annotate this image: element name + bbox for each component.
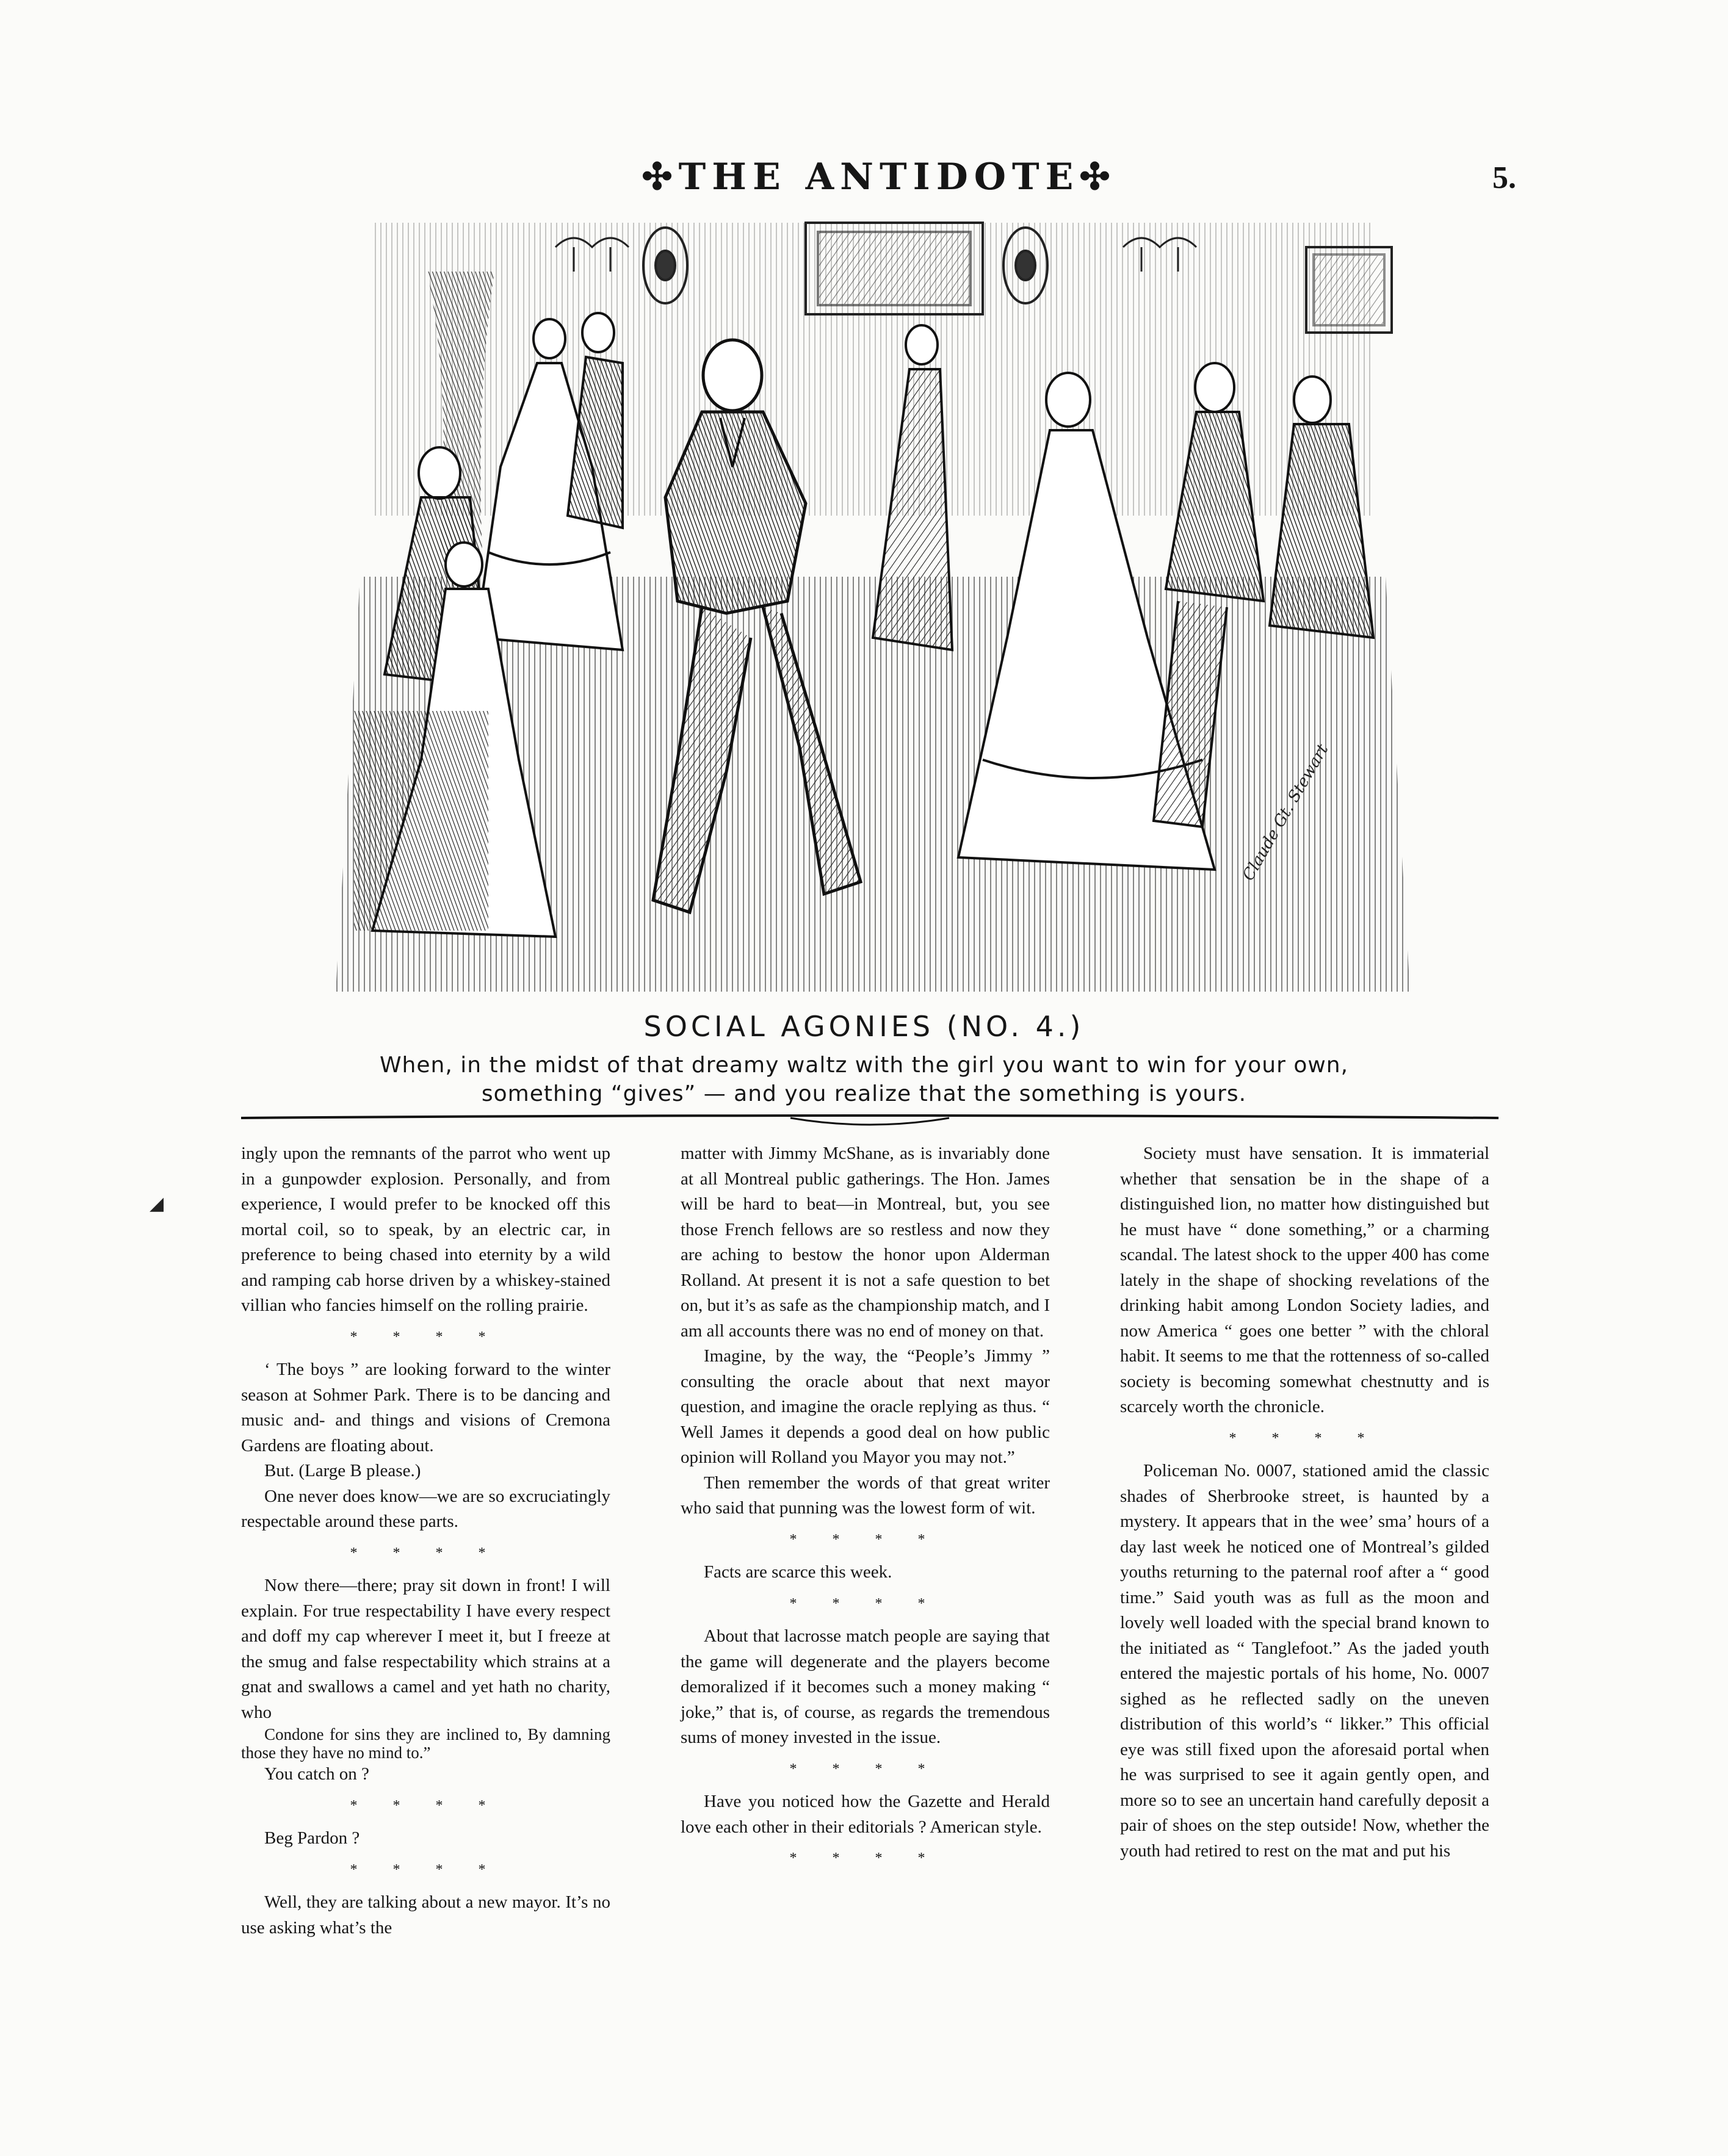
caption-line-2: something “gives” — and you realize that the something is yours.: [481, 1081, 1247, 1106]
paragraph: ingly upon the remnants of the parrot who went up in a gunpowder explosion. Personally, and from experience, I would prefer to be knocked off this mortal coil, so to speak, by an electric car, in preference to being chased into eternity by a wild and ramping cab horse driven by a whiskey-stained villian who fancies himself on the rolling prairie.: [241, 1144, 610, 1315]
paragraph: Imagine, by the way, the “People’s Jimmy ” consulting the oracle about that next mayor question, and imagine the oracle replying as thus. “ Well James it depends a good deal on how public opinion will Rolland you Mayor you may not.”: [681, 1346, 1050, 1467]
paragraph: But. (Large B please.): [264, 1461, 421, 1480]
section-separator: * * * *: [1229, 1430, 1381, 1446]
paragraph: Society must have sensation. It is immaterial whether that sensation be in the shape of a distinguished lion, no matter how distinguished but he must have “ done something,” or a charming scandal. The latest shock to the upper 400 has come lately in the shape of shocking revelations of the drinking habit among London Society ladies, and now America “ goes one better ” with the chloral habit. It seems to me that the rottenness of so-called society is becoming somewhat chestnutty and is scarcely worth the chronicle.: [1120, 1144, 1489, 1416]
paragraph: Facts are scarce this week.: [704, 1562, 892, 1582]
section-separator: * * * *: [350, 1861, 502, 1878]
section-separator: * * * *: [789, 1761, 941, 1777]
paragraph: Policeman No. 0007, stationed amid the classic shades of Sherbrooke street, is haunted by a mystery. It appears that in the wee’ sma’ hours of a day last week he noticed one of Montreal’s gilded youths returning to the paternal roof after a “ good time.” Said youth was as full as the moon and lovely well loaded with the special brand known to the initiated as “ Tanglefoot.” As the jaded youth entered the majestic portals of his home, No. 0007 sighed as he reflected sadly on the uneven distribution of this world’s “ likker.” This official eye was still fixed upon the aforesaid portal when he was surprised to see it again gently open, and more so to see an uncertain hand carefully deposit a pair of shoes on the step outside! Now, whether the youth had retired to rest on the mat and put his: [1120, 1461, 1489, 1861]
section-separator: * * * *: [350, 1329, 502, 1345]
paragraph: About that lacrosse match people are saying that the game will degenerate and the players become demoralized if it becomes such a money making “ joke,” that is, of course, as regards the tremendous sums of money invested in the issue.: [681, 1626, 1050, 1747]
paragraph: Then remember the words of that great writer who said that punning was the lowest form of wit.: [681, 1473, 1050, 1518]
caption-line-1: When, in the midst of that dreamy waltz with the girl you want to win for your own,: [379, 1053, 1349, 1078]
artist-signature: Claude Gt. Stewart: [1239, 741, 1332, 884]
article-column-3: [1120, 1141, 1489, 1864]
section-separator: * * * *: [350, 1797, 502, 1814]
article-column-2: [681, 1141, 1050, 1879]
section-separator: * * * *: [789, 1531, 941, 1548]
wall-picture-right: [1306, 247, 1392, 333]
section-separator: * * * *: [789, 1595, 941, 1612]
paragraph: Now there—there; pray sit down in front! I will explain. For true respectability I have every respect and doff my cap wherever I meet it, but I freeze at the smug and false respectability which strains at a gnat and swallows a camel and yet hath no charity, who: [241, 1576, 610, 1722]
masthead: ✣THE ANTIDOTE✣: [642, 156, 1116, 198]
caption-title: SOCIAL AGONIES (NO. 4.): [643, 1010, 1085, 1043]
ballroom-illustration: [336, 211, 1410, 1004]
ornamental-divider: [241, 1111, 1498, 1135]
paragraph: matter with Jimmy McShane, as is invariably done at all Montreal public gatherings. The Hon. James will be hard to beat—in Montreal, but, you see those French fellows are so restless and now they are aching to bestow the honor upon Alderman Rolland. At present it is not a safe question to bet on, but it’s as safe as the championship match, and I am all accounts there was no end of money on that.: [681, 1144, 1050, 1341]
chair-left: [354, 711, 488, 931]
wall-picture-frame: [806, 223, 983, 314]
article-column-1: [241, 1141, 610, 1941]
paragraph: One never does know—we are so excruciatingly respectable around these parts.: [241, 1486, 610, 1531]
paragraph: ‘ The boys ” are looking forward to the winter season at Sohmer Park. There is to be dancing and music and- and things and visions of Cremona Gardens are floating about.: [241, 1360, 610, 1455]
paragraph: Beg Pardon ?: [264, 1828, 360, 1848]
margin-arrow-mark: ◢: [150, 1194, 164, 1214]
section-separator: * * * *: [789, 1850, 941, 1866]
page-number: 5.: [1492, 160, 1516, 195]
quoted-verse: Condone for sins they are inclined to, By damning those they have no mind to.”: [241, 1725, 610, 1762]
section-separator: * * * *: [350, 1545, 502, 1561]
paragraph: You catch on ?: [264, 1764, 369, 1784]
paragraph: Well, they are talking about a new mayor. It’s no use asking what’s the: [241, 1892, 610, 1938]
paragraph: Have you noticed how the Gazette and Herald love each other in their editorials ? American style.: [681, 1792, 1050, 1837]
